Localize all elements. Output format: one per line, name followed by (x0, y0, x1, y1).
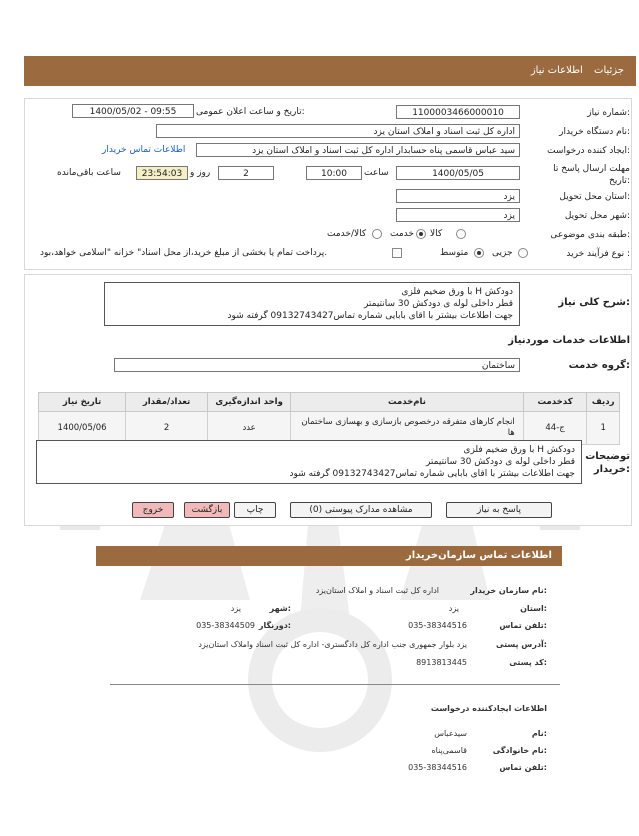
buyer-notes-text (36, 440, 582, 484)
cell-row: 1 (587, 412, 620, 445)
summary-line-1: دودکش H با ورق ضخیم فلزی (401, 287, 513, 297)
announce-label: تاریخ و ساعت اعلان عمومی: (196, 107, 305, 117)
back-button[interactable]: بازگشت (184, 502, 230, 518)
org-name-value: اداره کل ثبت اسناد و املاک استان‌یزد (315, 586, 439, 595)
deadline-label: مهلت ارسال پاسخ تا تاریخ: (553, 164, 630, 186)
col-name: نام‌خدمت (291, 393, 524, 412)
col-row: ردیف (587, 393, 620, 412)
postal-label: کد پستی: (509, 658, 547, 667)
summary-line-2: قطر داخلی لوله ی دودکش 30 سانتیمتر (363, 299, 513, 309)
payment-checkbox[interactable] (392, 248, 402, 259)
cell-code: ج-44 (523, 412, 587, 445)
col-qty: تعداد/مقدار (126, 393, 208, 412)
col-code: کدخدمت (523, 393, 587, 412)
notes-line-3: جهت اطلاعات بیشتر با اقای بابایی شماره تماس09132743427 گرفته شود (289, 469, 575, 479)
cell-name: انجام کارهای متفرقه درخصوص بازسازی و بهسازی ساختمان ها (291, 412, 524, 445)
contact-city-label: شهر: (269, 604, 291, 613)
services-table (38, 392, 620, 445)
postal-value: 8913813445 (416, 658, 467, 667)
print-button[interactable]: چاپ (234, 502, 276, 518)
summary-line-3: جهت اطلاعات بیشتر با اقای بابایی شماره تماس09132743427 گرفته شود (227, 311, 513, 321)
contact-province-value: یزد (448, 604, 459, 613)
city-field: یزد (396, 208, 520, 222)
cell-unit: عدد (208, 412, 291, 445)
group-field: ساختمان (114, 358, 520, 372)
services-title: اطلاعات خدمات موردنیاز (508, 335, 630, 346)
contact-title: اطلاعات تماس سازمان‌خریدار (405, 550, 552, 561)
category-radio-both[interactable] (372, 229, 382, 240)
buyer-org-label: نام دستگاه خریدار: (559, 127, 630, 137)
notes-line-2: قطر داخلی لوله ی دودکش 30 سانتیمتر (425, 457, 575, 467)
remaining-time-field: 23:54:03 (136, 166, 188, 180)
need-number-label: شماره نیاز: (587, 108, 630, 118)
province-field: یزد (396, 189, 520, 203)
last-name-value: قاسمی‌پناه (431, 746, 467, 755)
contact-header (96, 546, 562, 566)
creator-info-title: اطلاعات ایجادکننده درخواست (430, 704, 547, 713)
remaining-label: ساعت باقی‌مانده (57, 168, 121, 178)
last-name-label: نام خانوادگی: (492, 746, 547, 755)
notes-line-1: دودکش H با ورق ضخیم فلزی (463, 445, 575, 455)
summary-text (104, 282, 520, 326)
top-bar (24, 56, 636, 86)
address-value: یزد بلوار جمهوری جنب اداره کل دادگستری- اداره کل ثبت اسناد واملاک استان‌یزد (198, 640, 467, 649)
contact-phone-label: تلفن تماس: (499, 621, 547, 630)
contact-city-value: یزد (230, 604, 241, 613)
deadline-time-label: ساعت (364, 168, 389, 178)
creator-label: ایجاد کننده درخواست: (547, 146, 630, 156)
contact-phone-value: 035-38344516 (408, 621, 467, 630)
cell-qty: 2 (126, 412, 208, 445)
category-service-label: خدمت (390, 229, 414, 239)
category-both-label: کالا/خدمت (327, 229, 367, 239)
contact-province-label: استان: (520, 604, 547, 613)
announce-field: 1400/05/02 - 09:55 (72, 104, 194, 118)
purchase-partial-label: جزیی (492, 248, 513, 258)
col-unit: واحد اندازه‌گیری (208, 393, 291, 412)
category-goods-label: کالا (430, 229, 443, 239)
reply-button[interactable]: پاسخ به نیاز (446, 502, 552, 518)
summary-label: شرح کلی نیاز: (558, 297, 630, 308)
group-label: گروه خدمت: (568, 360, 630, 371)
days-label: روز و (190, 168, 211, 178)
buyer-notes-label: توضیحات خریدار: (585, 451, 630, 475)
contact-fax-label: دورنگار: (258, 621, 291, 630)
category-radio-service[interactable] (416, 229, 426, 240)
category-radio-goods[interactable] (456, 229, 466, 240)
city-label: شهر محل تحویل: (564, 211, 630, 221)
breadcrumb-need-info[interactable]: اطلاعات نیاز (530, 65, 583, 76)
buyer-org-field: اداره کل ثبت اسناد و املاک استان یزد (156, 124, 520, 138)
exit-button[interactable]: خروج (132, 502, 174, 518)
purchase-type-label: نوع فرآیند خرید : (566, 249, 630, 259)
deadline-time-field: 10:00 (306, 166, 362, 180)
purchase-radio-partial[interactable] (518, 248, 528, 259)
contact-divider (110, 684, 560, 685)
creator-field: سید عباس قاسمی پناه حسابدار اداره کل ثبت اسناد و املاک استان یزد (196, 143, 520, 157)
breadcrumb (523, 65, 624, 76)
col-date: تاریخ نیاز (39, 393, 126, 412)
cell-date: 1400/05/06 (39, 412, 126, 445)
org-name-label: نام سازمان خریدار: (470, 586, 547, 595)
deadline-date-field: 1400/05/05 (396, 166, 520, 180)
purchase-medium-label: متوسط (440, 248, 469, 258)
category-label: طبقه بندی موضوعی: (550, 230, 630, 240)
need-number-field: 1100003466000010 (396, 105, 520, 119)
attachments-button[interactable]: مشاهده مدارک پیوستی (0) (290, 502, 432, 518)
creator-phone-label: تلفن تماس: (499, 763, 547, 772)
days-field: 2 (218, 166, 274, 180)
payment-note: پرداخت تمام یا بخشی از مبلغ خرید،از محل اسناد" خزانه "اسلامی خواهد،بود. (40, 248, 328, 258)
purchase-radio-medium[interactable] (474, 248, 484, 259)
province-label: استان محل تحویل: (559, 192, 630, 202)
first-name-value: سیدعباس (434, 729, 467, 738)
address-label: آدرس پستی: (496, 640, 547, 649)
contact-fax-value: 035-38344509 (196, 621, 255, 630)
first-name-label: نام: (531, 729, 547, 738)
creator-phone-value: 035-38344516 (408, 763, 467, 772)
buyer-contact-link[interactable]: اطلاعات تماس خریدار (102, 145, 186, 155)
breadcrumb-details[interactable]: جزئیات (594, 65, 624, 76)
